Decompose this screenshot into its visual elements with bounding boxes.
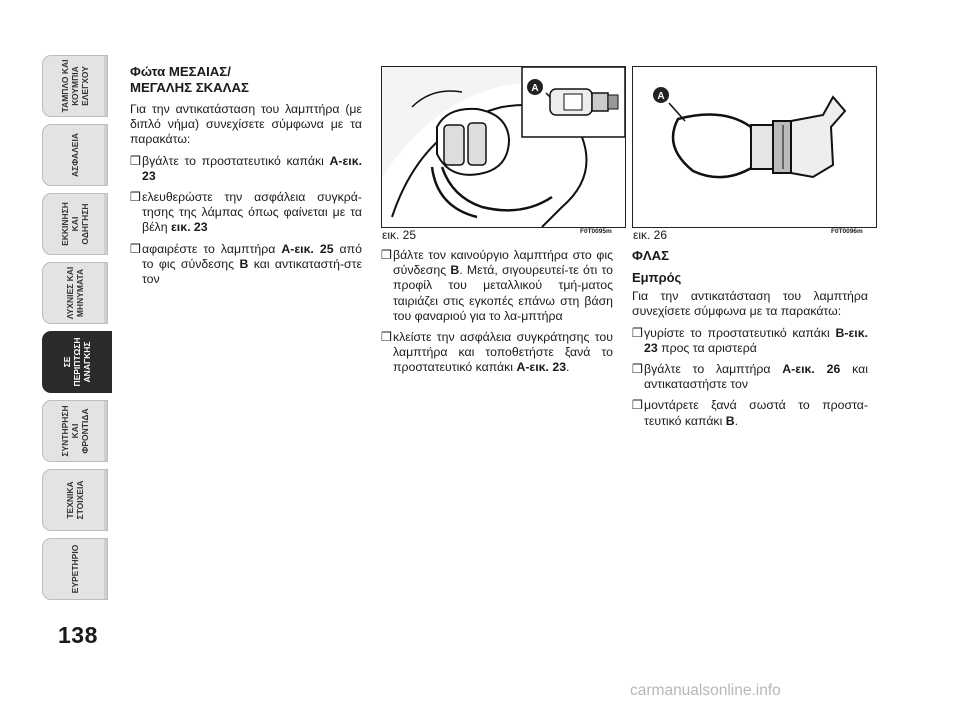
tab-dashboard-controls[interactable]	[42, 55, 108, 117]
figure-26-code: F0T0096m	[831, 228, 863, 235]
callout-label-a: A	[531, 83, 539, 94]
column-low-high-beam	[130, 64, 362, 293]
list-item: ❒ μοντάρετε ξανά σωστά το προστα-τευτικό καπάκι B.	[632, 398, 868, 428]
list-item: ❒ ελευθερώστε την ασφάλεια συγκρά-τησης της λάμπας όπως φαίνεται με τα βέλη εικ. 23	[130, 190, 362, 235]
tab-label: ΤΑΜΠΛΟ ΚΑΙ ΚΟΥΜΠΙΑ ΕΛΕΓΧΟΥ	[60, 59, 90, 113]
figure-25-caption: εικ. 25	[382, 228, 417, 242]
figure-25-code: F0T0095m	[580, 228, 612, 235]
tab-safety[interactable]	[42, 124, 108, 186]
tab-label: ΑΣΦΑΛΕΙΑ	[70, 133, 80, 177]
checkbox-bullet-icon: ❒	[632, 398, 644, 413]
list-item: ❒ βγάλτε το προστατευτικό καπάκι Α-εικ. 23	[130, 153, 362, 183]
indicator-bulb-illustration	[633, 67, 876, 227]
list-item: ❒ αφαιρέστε το λαμπτήρα Α-εικ. 25 από το φις σύνδεσης B και αντικαταστή-στε τον	[130, 241, 362, 287]
checkbox-bullet-icon: ❒	[632, 362, 644, 377]
list-item: ❒ γυρίστε το προστατευτικό καπάκι B-εικ. 23 προς τα αριστερά	[632, 325, 868, 355]
tab-starting-driving[interactable]	[42, 193, 108, 255]
tab-label: ΛΥΧΝΙΕΣ ΚΑΙ ΜΗΝΥΜΑΤΑ	[65, 266, 85, 320]
callout-label-a: A	[657, 91, 665, 102]
section-subheading: Εμπρός	[632, 270, 682, 285]
section-tabs	[42, 55, 108, 607]
tab-emergency[interactable]	[42, 331, 112, 393]
checkbox-bullet-icon: ❒	[130, 190, 142, 205]
checkbox-bullet-icon: ❒	[130, 241, 142, 256]
tab-label: ΕΥΡΕΤΗΡΙΟ	[70, 544, 80, 594]
tab-label: ΕΚΚΙΝΗΣΗ ΚΑΙ ΟΔΗΓΗΣΗ	[60, 202, 90, 246]
tab-label: ΤΕΧΝΙΚΑ ΣΤΟΙΧΕΙΑ	[65, 480, 85, 520]
column-bulb-install	[381, 248, 613, 382]
tab-maintenance-care[interactable]	[42, 400, 108, 462]
tab-label: ΣΕ ΠΕΡΙΠΤΩΣΗ ΑΝΑΓΚΗΣ	[62, 337, 92, 387]
headlight-bulb-illustration	[382, 67, 625, 227]
tab-edge	[104, 194, 107, 254]
intro-text: Για την αντικατάσταση του λαμπτήρα συνεχίσετε σύμφωνα με τα παρακάτω:	[632, 289, 868, 319]
tab-edge	[104, 56, 107, 116]
list-item: ❒ κλείστε την ασφάλεια συγκράτησης του λαμπτήρα και τοποθετήστε ξανά το προστατευτικό καπάκι Α-εικ. 23.	[381, 330, 613, 375]
tab-warning-lights-messages[interactable]	[42, 262, 108, 324]
watermark: carmanualsonline.info	[630, 682, 781, 699]
figure-26-caption: εικ. 26	[633, 228, 668, 242]
checkbox-bullet-icon: ❒	[381, 248, 393, 262]
figure-26	[632, 66, 877, 228]
column-flash-indicators	[632, 248, 868, 435]
intro-text: Για την αντικατάσταση του λαμπτήρα (με διπλό νήμα) συνεχίσετε σύμφωνα με τα παρακάτω:	[130, 102, 362, 147]
checkbox-bullet-icon: ❒	[130, 153, 142, 168]
tab-edge	[104, 401, 107, 461]
section-heading: Φώτα ΜΕΣΑΙΑΣ/ ΜΕΓΑΛΗΣ ΣΚΑΛΑΣ	[130, 64, 249, 95]
checkbox-bullet-icon: ❒	[632, 325, 644, 340]
figure-25	[381, 66, 626, 228]
list-item: ❒ βγάλτε το λαμπτήρα Α-εικ. 26 και αντικαταστήστε τον	[632, 362, 868, 392]
tab-edge	[104, 125, 107, 185]
list-item: ❒ βάλτε τον καινούργιο λαμπτήρα στο φις σύνδεσης B. Μετά, σιγουρευτεί-τε ότι το προφίλ του μεταλλικού τμή-ματος ταιριάζει στις εγκοπές επάνω στη βάση του φαναριού για το λα-μπτήρα	[381, 248, 614, 323]
tab-index[interactable]	[42, 538, 108, 600]
tab-technical-data[interactable]	[42, 469, 108, 531]
tab-label: ΣΥΝΤΗΡΗΣΗ ΚΑΙ ΦΡΟΝΤΙΔΑ	[60, 405, 90, 457]
tab-edge	[104, 263, 107, 323]
tab-edge	[104, 539, 107, 599]
section-heading: ΦΛΑΣ	[632, 248, 670, 263]
tab-edge	[104, 470, 107, 530]
page-number: 138	[58, 622, 98, 648]
checkbox-bullet-icon: ❒	[381, 330, 393, 345]
